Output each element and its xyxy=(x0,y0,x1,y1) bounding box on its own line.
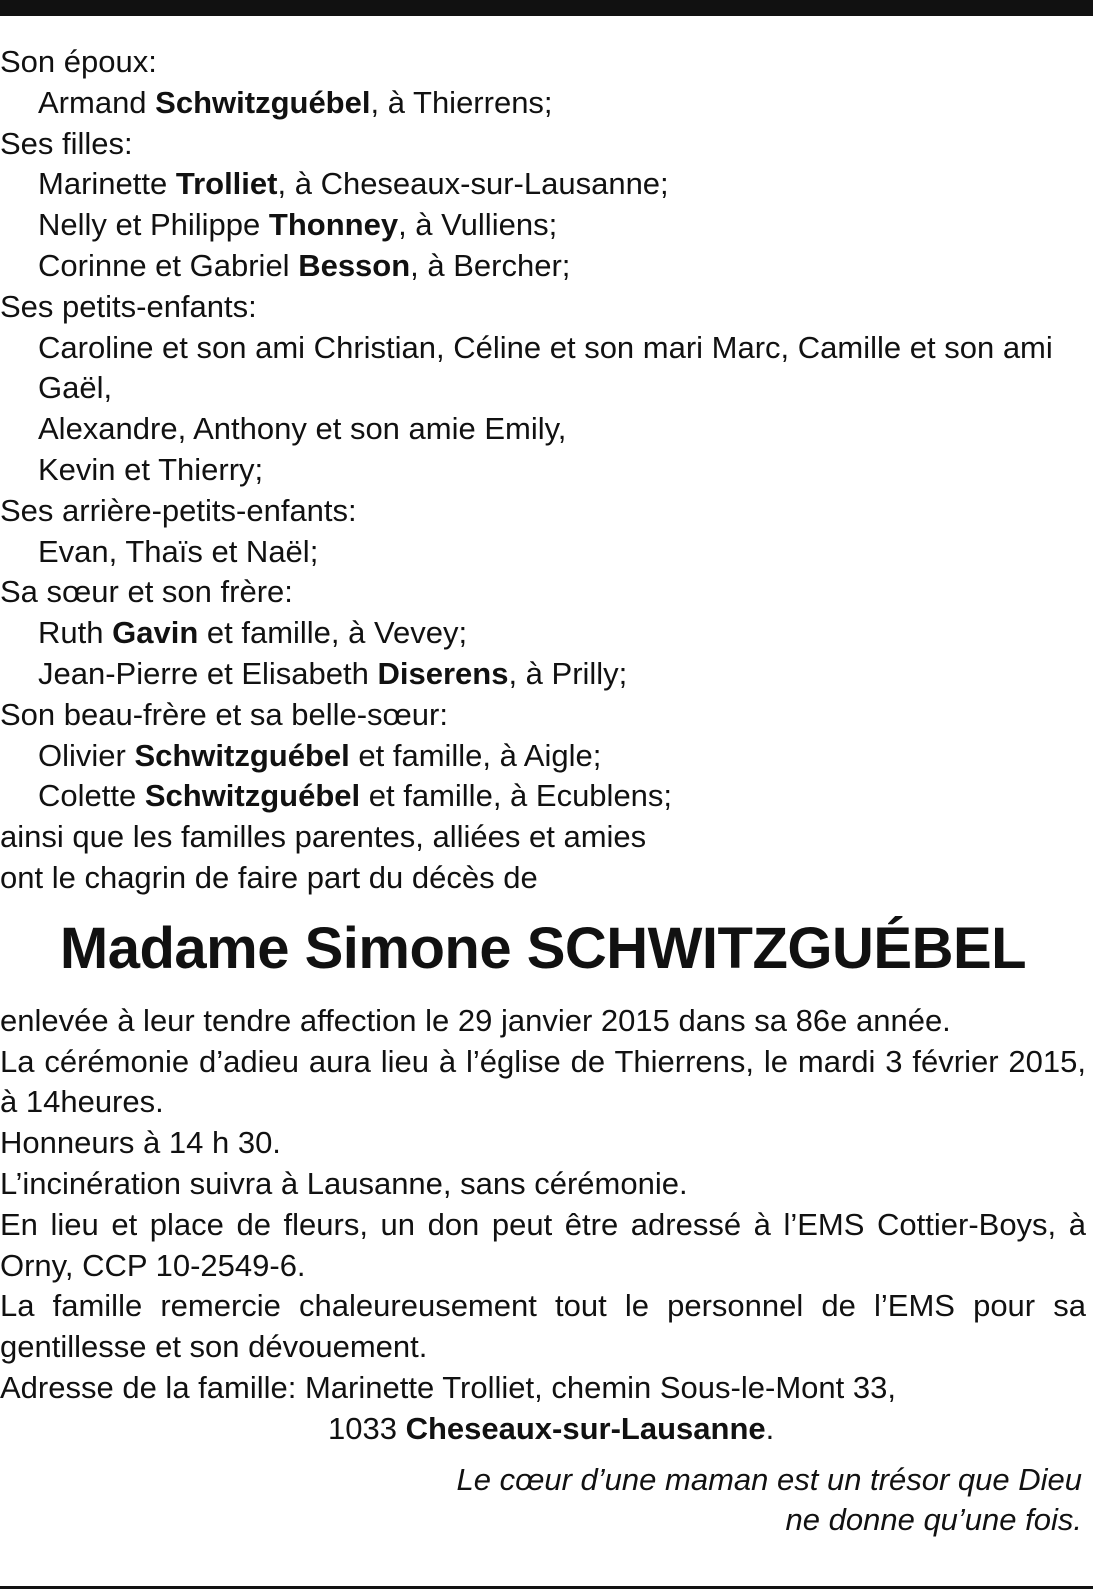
bottom-rule xyxy=(0,1586,1093,1589)
in-law-entry xyxy=(0,776,1086,817)
postcode: 1033 xyxy=(328,1410,406,1446)
in-laws-heading: Son beau-frère et sa belle-sœur: xyxy=(0,696,448,732)
closing-line: ainsi que les familles parentes, alliées et amies xyxy=(0,819,647,855)
location: et famille, à Vevey; xyxy=(198,615,468,651)
great-grandchildren-heading: Ses arrière-petits-enfants: xyxy=(0,492,357,528)
surname: Trolliet xyxy=(175,166,278,202)
family-address-city xyxy=(0,1409,1086,1450)
location: , à Cheseaux-sur-Lausanne; xyxy=(277,166,669,202)
first-names: Nelly et Philippe xyxy=(38,207,269,243)
location: , à Prilly; xyxy=(508,655,628,691)
city: Cheseaux-sur-Lausanne xyxy=(405,1410,766,1446)
surname: Besson xyxy=(298,247,411,283)
spouse-heading: Son époux: xyxy=(0,44,157,79)
location: , à Bercher; xyxy=(410,247,571,283)
location: , à Vulliens; xyxy=(398,207,558,243)
first-names: Marinette xyxy=(38,166,176,202)
quote-line: Le cœur d’une maman est un trésor que Dieu xyxy=(456,1461,1082,1497)
first-names: Armand xyxy=(38,84,156,120)
first-names: Jean-Pierre et Elisabeth xyxy=(38,655,378,691)
first-names: Colette xyxy=(38,778,145,814)
family-address: Adresse de la famille: Marinette Trolliet, chemin Sous-le-Mont 33, xyxy=(0,1369,896,1405)
detail-paragraph: enlevée à leur tendre affection le 29 janvier 2015 dans sa 86e année. xyxy=(0,1002,951,1038)
location: et famille, à Ecublens; xyxy=(360,778,673,814)
great-grandchildren-line: Evan, Thaïs et Naël; xyxy=(38,533,319,569)
deceased-name: Madame Simone SCHWITZGUÉBEL xyxy=(59,915,1027,981)
in-law-entry xyxy=(0,736,1086,777)
detail-paragraph: La famille remercie chaleureusement tout le personnel de l’EMS pour sa gentillesse et son dévouement. xyxy=(0,1288,1086,1365)
spouse-entry xyxy=(0,83,1086,124)
sibling-entry xyxy=(0,613,1086,654)
top-rule xyxy=(0,0,1093,16)
surname: Schwitzguébel xyxy=(144,778,361,814)
closing-line: ont le chagrin de faire part du décès de xyxy=(0,859,538,895)
death-notice xyxy=(0,42,1086,1541)
surname: Schwitzguébel xyxy=(155,84,371,120)
first-names: Corinne et Gabriel xyxy=(38,247,299,283)
location: , à Thierrens; xyxy=(370,84,553,120)
daughter-entry xyxy=(0,164,1086,205)
detail-paragraph: La cérémonie d’adieu aura lieu à l’église de Thierrens, le mardi 3 février 2015, à 14heures. xyxy=(0,1043,1086,1120)
grandchildren-line: Caroline et son ami Christian, Céline et son mari Marc, Camille et son ami Gaël, xyxy=(38,329,1053,406)
grandchildren-heading: Ses petits-enfants: xyxy=(0,288,257,324)
sibling-entry xyxy=(0,654,1086,695)
first-names: Ruth xyxy=(38,615,113,651)
first-names: Olivier xyxy=(38,737,135,773)
daughters-heading: Ses filles: xyxy=(0,125,133,161)
siblings-heading: Sa sœur et son frère: xyxy=(0,574,293,610)
detail-paragraph: En lieu et place de fleurs, un don peut être adressé à l’EMS Cottier-Boys, à Orny, CCP 10-2549-6. xyxy=(0,1206,1086,1283)
daughter-entry xyxy=(0,205,1086,246)
surname: Thonney xyxy=(268,207,399,243)
detail-paragraph: L’incinération suivra à Lausanne, sans cérémonie. xyxy=(0,1165,688,1201)
grandchildren-line: Alexandre, Anthony et son amie Emily, xyxy=(38,411,567,447)
daughter-entry xyxy=(0,246,1086,287)
closing-quote xyxy=(0,1460,1086,1542)
grandchildren-line: Kevin et Thierry; xyxy=(38,451,264,487)
surname: Schwitzguébel xyxy=(134,737,350,773)
punctuation: . xyxy=(765,1410,775,1446)
location: et famille, à Aigle; xyxy=(349,737,602,773)
detail-paragraph: Honneurs à 14 h 30. xyxy=(0,1125,281,1161)
surname: Diserens xyxy=(377,655,509,691)
quote-line: ne donne qu’une fois. xyxy=(785,1502,1082,1538)
surname: Gavin xyxy=(112,615,199,651)
